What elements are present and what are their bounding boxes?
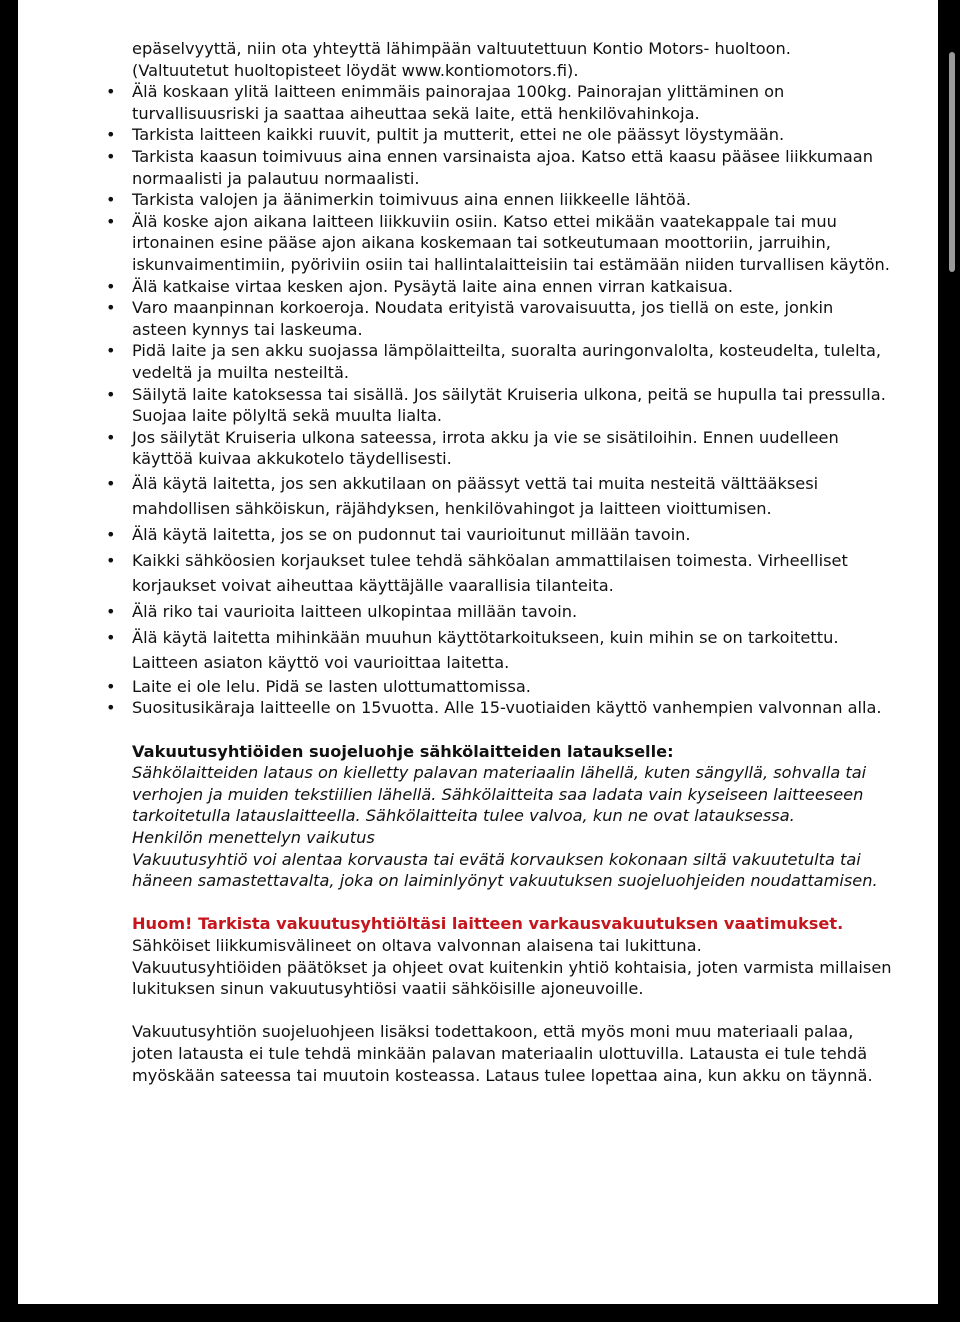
bullet-icon: • [106, 190, 116, 210]
bullet-icon: • [106, 82, 116, 102]
intro-line: (Valtuutetut huoltopisteet löydät www.kontiomotors.fi). [132, 60, 579, 80]
list-item-text: Älä riko tai vaurioita laitteen ulkopintaa millään tavoin. [132, 601, 578, 621]
list-item [106, 599, 892, 624]
list-item [106, 124, 892, 146]
list-item [106, 384, 892, 427]
list-item-text: Älä käytä laitetta mihinkään muuhun käyttötarkoitukseen, kuin mihin se on tarkoitettu. Laitteen asiaton käyttö voi vaurioittaa laitetta. [132, 627, 839, 672]
bullet-icon: • [106, 125, 116, 145]
bullet-icon: • [106, 276, 116, 296]
list-item [106, 276, 892, 298]
list-item-text: Kaikki sähköosien korjaukset tulee tehdä sähköalan ammattilaisen toimesta. Virheelliset korjaukset voivat aiheuttaa käyttäjälle vaarallisia tilanteita. [132, 550, 848, 595]
intro-line: epäselvyyttä, niin ota yhteyttä lähimpään valtuutettuun Kontio Motors- huoltoon. [132, 39, 791, 58]
list-item [106, 189, 892, 211]
list-item-text: Laite ei ole lelu. Pidä se lasten ulottumattomissa. [132, 676, 531, 696]
notice-line: Vakuutusyhtiöiden päätökset ja ohjeet ovat kuitenkin yhtiö kohtaisia, joten varmista millaisen lukituksen sinun vakuutusyhtiösi vaatii sähköisille ajoneuvoille. [132, 957, 892, 999]
bullet-icon: • [106, 473, 116, 493]
bullet-icon: • [106, 427, 116, 447]
warning-text: Huom! Tarkista vakuutusyhtiöltäsi laitteen varkausvakuutuksen vaatimukset. [132, 914, 844, 934]
bullet-icon: • [106, 550, 116, 570]
list-item-text: Älä katkaise virtaa kesken ajon. Pysäytä laite aina ennen virran katkaisua. [132, 276, 734, 296]
list-item-text: Tarkista valojen ja äänimerkin toimivuus aina ennen liikkeelle lähtöä. [132, 190, 692, 210]
bullet-icon: • [106, 298, 116, 318]
insurance-paragraph: Sähkölaitteiden lataus on kielletty palavan materiaalin lähellä, kuten sängyllä, sohvalla tai verhojen ja muiden tekstiilien lähellä. Sähkölaitteita saa ladata vain kyseiseen laitteeseen tarkoitetulla latauslaitteella. Sähkölaitteita tulee valvoa, kun ne ovat latauksessa. [132, 763, 867, 826]
list-item-text: Varo maanpinnan korkoeroja. Noudata erityistä varovaisuutta, jos tiellä on este, jonkin asteen kynnys tai laskeuma. [132, 298, 834, 339]
list-item [106, 297, 892, 340]
list-item [106, 676, 892, 698]
insurance-effect: Vakuutusyhtiö voi alentaa korvausta tai evätä korvauksen kokonaan siltä vakuutetulta tai häneen samastettavalta, joka on laiminlyönyt vakuutuksen suojeluohjeiden noudattamisen. [132, 849, 878, 891]
bullet-icon: • [106, 341, 116, 361]
list-item-text: Pidä laite ja sen akku suojassa lämpölaitteilta, suoralta auringonvalolta, kosteudelta, tulelta, vedeltä ja muilta nesteiltä. [132, 341, 882, 382]
closing-paragraph: Vakuutusyhtiön suojeluohjeen lisäksi todettakoon, että myös moni muu materiaali palaa, joten latausta ei tule tehdä minkään palavan materiaalin ulottuvilla. Latausta ei tule tehdä myöskään sateessa tai muutoin kosteassa. Lataus tulee lopettaa aina, kun akku on täynnä. [132, 1022, 873, 1085]
bullet-icon: • [106, 698, 116, 718]
bullet-icon: • [106, 384, 116, 404]
list-item-text: Älä koske ajon aikana laitteen liikkuviin osiin. Katso ettei mikään vaatekappale tai muu irtonainen esine pääse ajon aikana koskemaan tai sotkeutumaan moottoriin, jarruihin, iskunvaimentimiin, pyöriviin osiin tai hallintalaitteisiin tai estämään niiden turvallisen käytön. [132, 211, 890, 274]
list-item [106, 427, 892, 470]
list-item [106, 211, 892, 276]
insurance-subheading: Henkilön menettelyn vaikutus [132, 828, 375, 848]
list-item-text: Älä käytä laitetta, jos se on pudonnut tai vaurioitunut millään tavoin. [132, 524, 691, 544]
bullet-icon: • [106, 601, 116, 621]
bullet-icon: • [106, 524, 116, 544]
list-item [106, 81, 892, 124]
safety-list [106, 81, 892, 719]
list-item [106, 548, 892, 598]
list-item [106, 697, 892, 719]
list-item-text: Suositusikäraja laitteelle on 15vuotta. Alle 15-vuotiaiden käyttö vanhempien valvonnan alla. [132, 698, 882, 718]
bullet-icon: • [106, 676, 116, 696]
bullet-icon: • [106, 146, 116, 166]
document-page [18, 0, 938, 1304]
list-item [106, 625, 892, 675]
list-item [106, 340, 892, 383]
spacer [132, 1000, 892, 1022]
list-item-text: Tarkista kaasun toimivuus aina ennen varsinaista ajoa. Katso että kaasu pääsee liikkumaan normaalisti ja palautuu normaalisti. [132, 146, 873, 188]
list-item [106, 471, 892, 521]
spacer [132, 719, 892, 741]
list-item-text: Jos säilytät Kruiseria ulkona sateessa, irrota akku ja vie se sisätiloihin. Ennen uudelleen käyttöä kuivaa akkukotelo täydellisesti. [132, 427, 839, 469]
scrollbar[interactable] [949, 52, 955, 272]
list-item-text: Säilytä laite katoksessa tai sisällä. Jos säilytät Kruiseria ulkona, peitä se hupulla tai pressulla. Suojaa laite pölyltä sekä muulta lialta. [132, 384, 886, 426]
list-item [106, 522, 892, 547]
insurance-heading: Vakuutusyhtiöiden suojeluohje sähkölaitteiden lataukselle: [132, 741, 674, 761]
list-item [106, 146, 892, 189]
list-item-text: Älä koskaan ylitä laitteen enimmäis painorajaa 100kg. Painorajan ylittäminen on turvallisuusriski ja saattaa aiheuttaa sekä laite, että henkilövahinkoja. [132, 82, 785, 123]
list-item-text: Tarkista laitteen kaikki ruuvit, pultit ja mutterit, ettei ne ole päässyt löystymään. [132, 125, 785, 145]
list-item-text: Älä käytä laitetta, jos sen akkutilaan on päässyt vettä tai muita nesteitä välttääksesi mahdollisen sähköiskun, räjähdyksen, henkilövahingot ja laitteen vioittumisen. [132, 473, 819, 518]
notice-line: Sähköiset liikkumisvälineet on oltava valvonnan alaisena tai lukittuna. [132, 936, 702, 955]
page-content [106, 38, 892, 1086]
spacer [132, 892, 892, 914]
bullet-icon: • [106, 211, 116, 231]
bullet-icon: • [106, 627, 116, 647]
